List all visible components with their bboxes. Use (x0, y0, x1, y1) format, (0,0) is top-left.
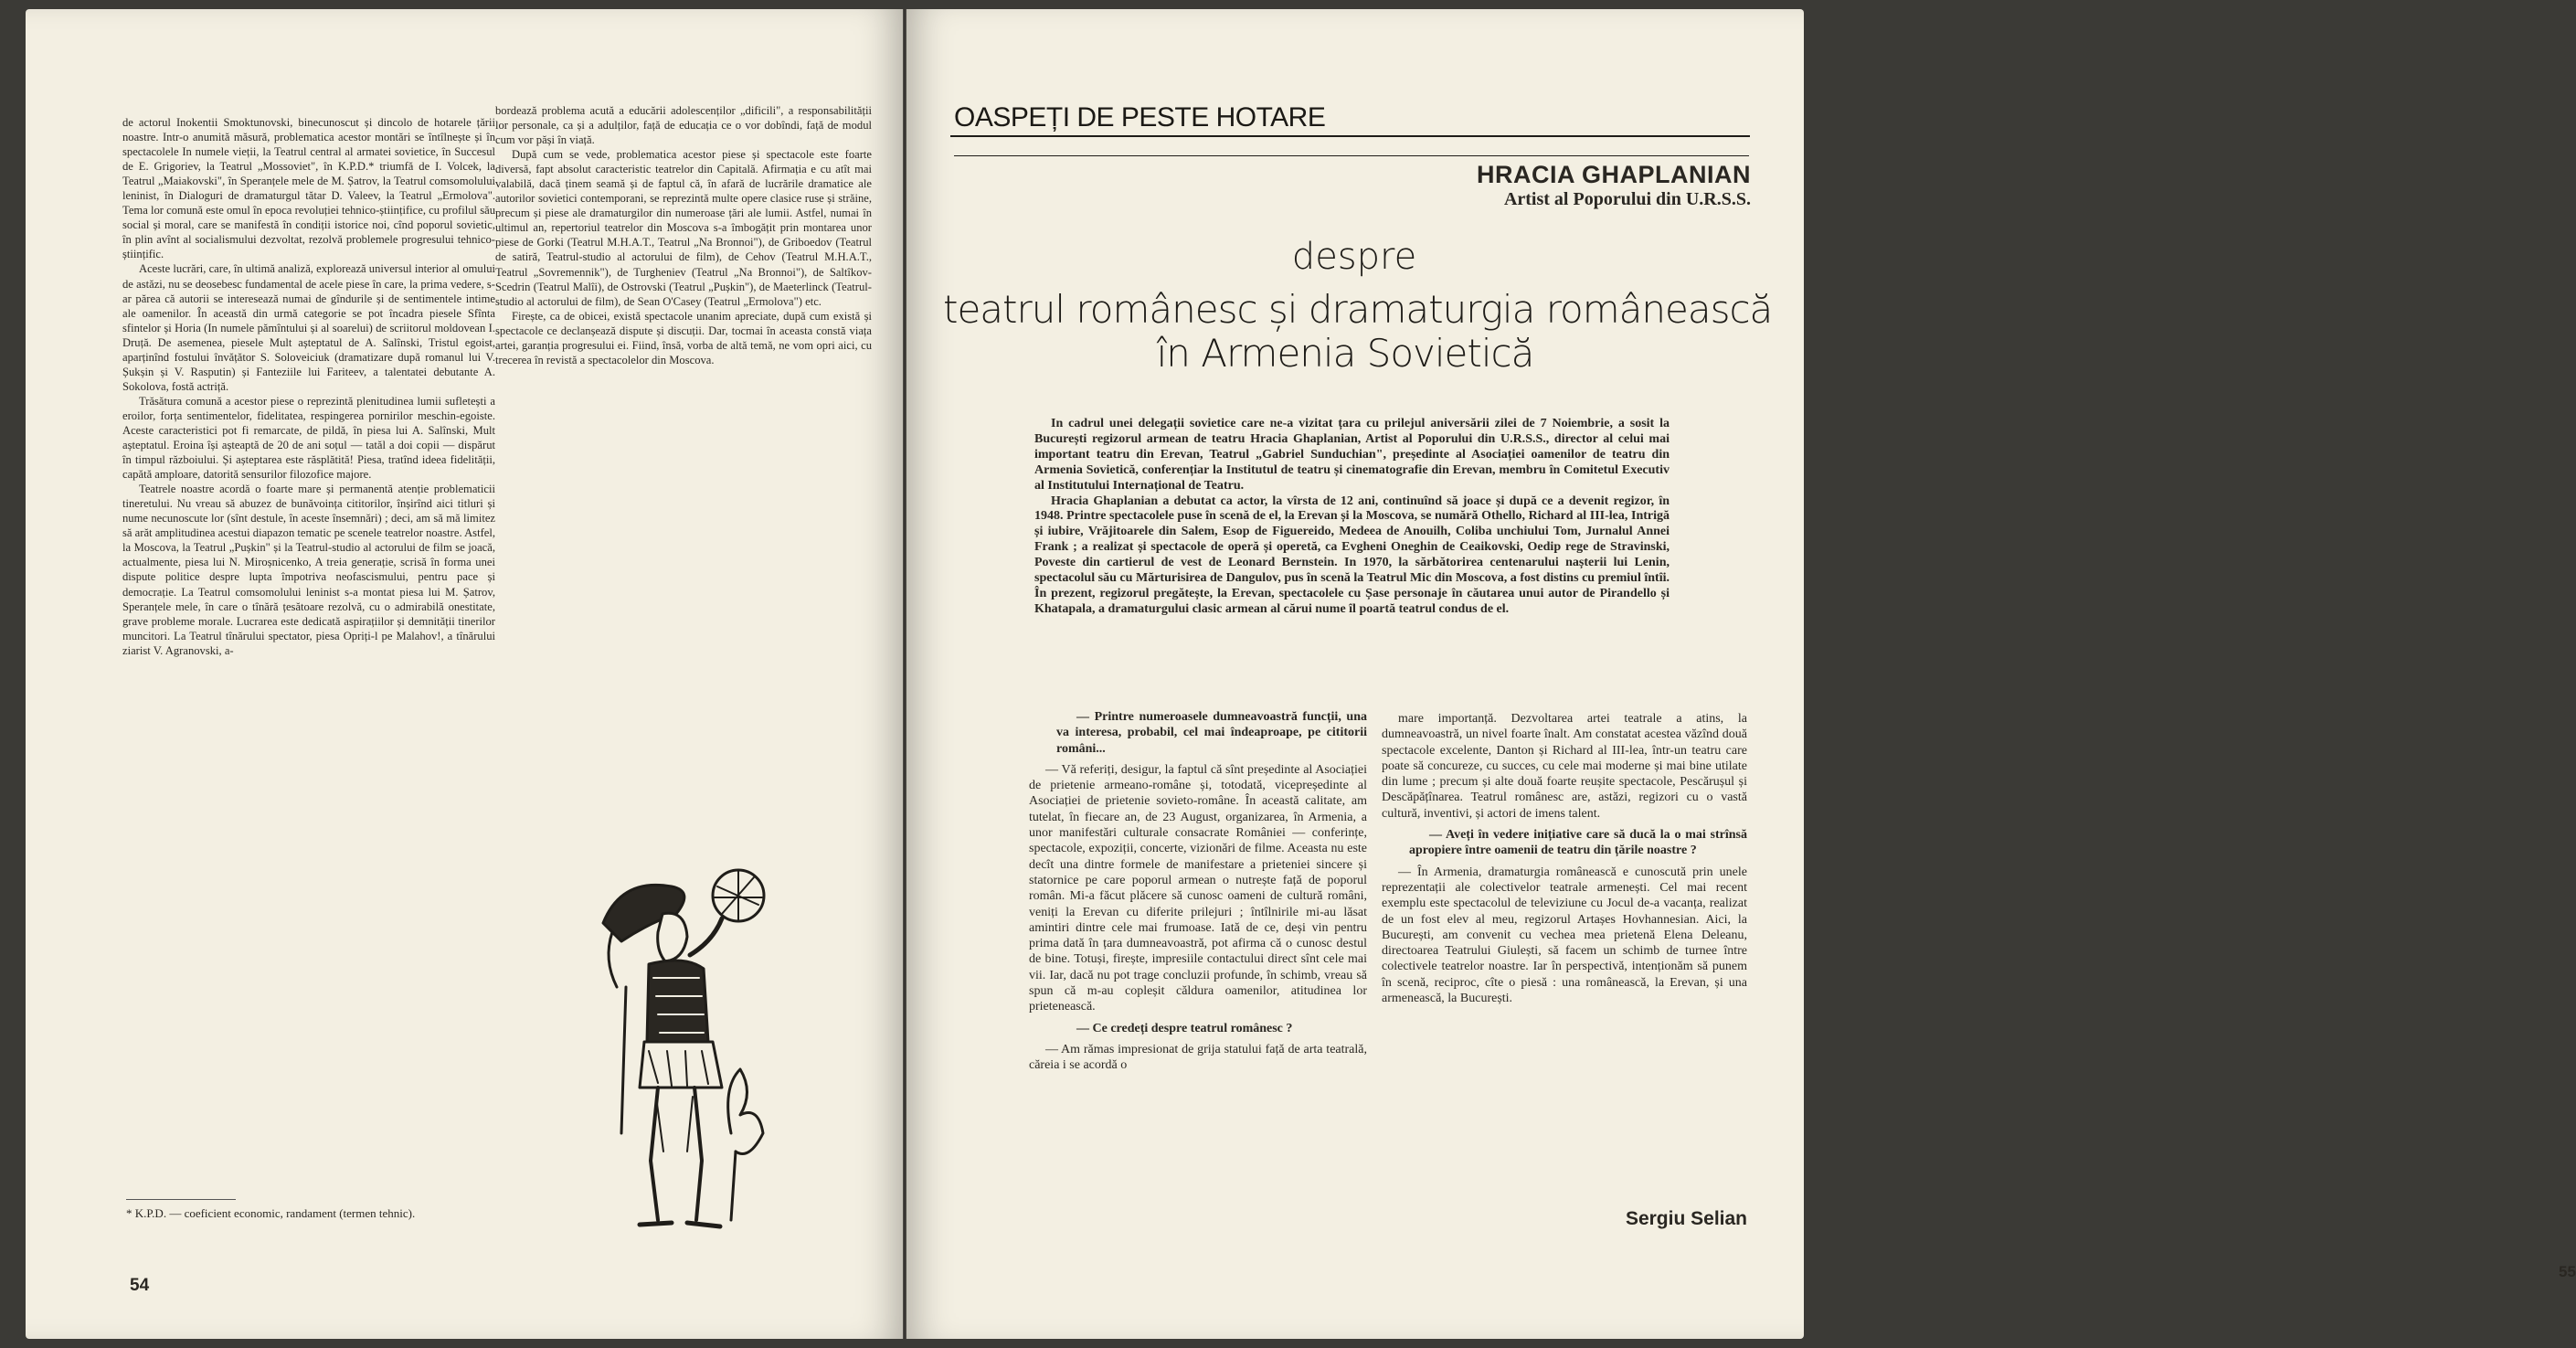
left-page (26, 9, 903, 1339)
paragraph: In cadrul unei delegații sovietice care ne-a vizitat țara cu prilejul aniversării zilei de 7 Noiembrie, a sosit la București regizorul armean de teatru Hracia Ghaplanian, Artist al Poporului din U.R.S.S., director al celui mai important teatru din Erevan, Teatrul „Gabriel Sunduchian", președinte al Asociației oamenilor de teatru din Armenia Sovietică, conferențiar la Institutul de teatru și cinematografie din Erevan, membru în Comitetul Executiv al Institutului Internațional de Teatru. (1034, 417, 1670, 493)
signature: Sergiu Selian (1625, 1208, 1747, 1229)
paragraph: Aceste lucrări, care, în ultimă analiză, explorează universul interior al omului de astăzi, nu se deosebesc fundamental de acele piese în care, la prima vedere, s-ar părea că autorii se interesează numai de gîndurile și de sentimentele intime ale oamenilor. În această din urmă categorie se pot încadra piesele Sfînta sfintelor și Horia (In numele pămîntului și al soarelui) de scriitorul moldovean I. Druță. De asemenea, piesele Mult așteptatul de A. Salînski, Tristul egoist, aparținînd fostului învățător S. Soloveiciuk (dramatizare după romanul lui V. Șukșin și V. Rasputin) și Fanteziile lui Fariteev, a talentatei debutante A. Sokolova, fostă actriță. (122, 262, 495, 393)
article-introduction (1034, 417, 1670, 618)
author-name: HRACIA GHAPLANIAN (1477, 161, 1751, 188)
section-rubric: OASPEȚI DE PESTE HOTARE (954, 102, 1326, 133)
paragraph: Hracia Ghaplanian a debutat ca actor, la vîrsta de 12 ani, continuînd să joace și după ce a devenit regizor, în 1948. Printre spectacolele puse în scenă de el, la Erevan și la Moscova, se numără Othello, Richard al III-lea, Intrigă și iubire, Vrăjitoarele din Salem, Esop de Figuereido, Medeea de Anouilh, Coliba unchiului Tom, Jurnalul Annei Frank ; a realizat și spectacole de operă și operetă, ca Evgheni Oneghin de Ceaikovski, Oedip rege de Stravinski, Poveste din cartierul de vest de Leonard Bernstein. In 1970, la sărbătorirea centenarului nașterii lui Lenin, spectacolul său cu Mărturisirea de Dangulov, pus în scenă la Teatrul Mic din Moscova, a fost distins cu premiul întîi. În prezent, regizorul pregătește, la Erevan, spectacolele cu Șase personaje în căutarea unui autor de Pirandello și Khatapala, a dramaturgului clasic armean al cărui nume îl poartă teatrul condus de el. (1034, 494, 1670, 616)
footnote: * K.P.D. — coeficient economic, randament (termen tehnic). (126, 1206, 416, 1220)
interview-answer: — Am rămas impresionat de grija statului față de arta teatrală, căreia i se acordă o (1029, 1042, 1367, 1073)
interview-answer: — Vă referiți, desigur, la faptul că sînt președinte al Asociației de prietenie armeano-române și, totodată, vicepreședinte al Asociației de prietenie sovieto-române. În această calitate, am tutelat, în fiecare an, de 23 August, organizarea, în Armenia, a unor manifestări culturale consacrate României — conferințe, spectacole, expoziții, concerte, vizionări de filme. Aceasta nu este decît una dintre formele de manifestare a prieteniei sincere și statornice pe care poporul armean o nutrește față de poporul român. Mi-a făcut plăcere să cunosc oameni de cultură români, veniți la Erevan cu diferite prilejuri ; întîlnirile mi-au lăsat amintiri dintre cele mai frumoase. Iată de ce, deși vin pentru prima dată în țara dumneavoastră, pot afirma că o cunosc destul de bine. Totuși, firește, impresiile contactului direct sînt cele mai vii. Iar, dacă nu pot trage concluzii profunde, în schimb, vreau să spun că m-au copleșit căldura oamenilor, atitudinea lor prietenească. (1029, 762, 1367, 1014)
page-number: 54 (130, 1276, 150, 1295)
interview-answer: mare importanță. Dezvoltarea artei teatrale a atins, la dumneavoastră, un nivel foarte înalt. Am constatat acestea văzînd două spectacole excelente, Danton și Richard al III-lea, într-un teatru care poate să concureze, cu succes, cu cele mai moderne și mai bine utilate din lume ; precum și alte două foarte reușite spectacole, Pescărușul și Descăpățînarea. Teatrul românesc are, astăzi, regizori cu o vastă cultură, inventivi, și actori de imens talent. (1382, 712, 1747, 821)
article-title-line-3: în Armenia Sovietică (1156, 331, 1534, 376)
paragraph: Trăsătura comună a acestor piese o reprezintă plenitudinea lumii sufletești a eroilor, forța sentimentelor, fidelitatea, respingerea pornirilor meschin-egoiste. Aceste caracteristici pot fi remarcate, de pildă, în piesa lui A. Salînski, Mult așteptatul. Eroina își așteaptă de 20 de ani soțul — tatăl a doi copii — dispărut în timpul războiului. Și așteptarea este răsplătită! Piesa, tratînd ideea fidelității, capătă amploare, datorită sensurilor filozofice majore. (122, 394, 495, 482)
paragraph: Teatrele noastre acordă o foarte mare și permanentă atenție problematicii tineretului. Nu vreau să abuzez de bunăvoința cititorilor, înșirînd aici titluri și nume necunoscute lor (sînt destule, în aceste însemnări) ; deci, am să mă limitez să arăt amplitudinea acestui diapazon tematic pe scenele teatrelor noastre. Astfel, la Moscova, la Teatrul „Pușkin" și la Teatrul-studio al actorului de film se joacă, actualmente, piesa lui N. Miroșnicenko, A treia generație, scrisă în forma unei dispute politice despre lupta împotriva neofascismului, pentru pace și democrație. La Teatrul comsomolului leninist s-a montat piesa lui M. Șatrov, Speranțele mele, în care o tînără țesătoare rezolvă, cu o admirabilă onestitate, grave probleme morale. Lucrarea este dedicată aspirațiilor și demnității tinerilor muncitori. La Teatrul tînărului spectator, piesa Opriți-l pe Malahov!, a tînărului ziarist V. Agranovski, a- (122, 483, 495, 657)
interview-question: — Aveți în vedere inițiative care să ducă la o mai strînsă apropiere între oamenii de teatru din țările noastre ? (1409, 828, 1747, 858)
interview-column-2 (1382, 711, 1747, 1006)
left-column-1 (122, 115, 495, 658)
footnote-divider (126, 1199, 236, 1200)
interview-question: — Printre numeroasele dumneavoastră funcții, una va interesa, probabil, cel mai îndeaproape, pe cititorii români... (1056, 710, 1367, 756)
paragraph: După cum se vede, problematica acestor piese și spectacole este foarte diversă, fapt absolut caracteristic teatrelor din Capitală. Afirmația e cu atît mai valabilă, dacă ținem seamă și de faptul că, în afară de lucrările dramatice ale autorilor sovietici contemporani, se reprezintă multe opere clasice ruse și străine, precum și piese ale dramaturgilor din numeroase țări ale lumii. Astfel, numai în ultimul an, repertoriul teatrelor din Moscova s-a îmbogățit prin montarea unor piese de Gorki (Teatrul M.H.A.T., Teatrul „Na Bronnoi"), de Griboedov (Teatrul de satiră, Teatrul-studio al actorului de film), de Cehov (Teatrul M.H.A.T., Teatrul „Sovremennik"), de Turgheniev (Teatrul „Na Bronnoi"), de Saltîkov-Scedrin (Teatrul Malîi), de Ostrovski (Teatrul „Pușkin"), de Maeterlinck (Teatrul-studio al actorului de film), de Sean O'Casey (Teatrul „Ermolova") etc. (495, 148, 872, 308)
article-title-line-2: teatrul românesc și dramaturgia românească (943, 287, 1773, 332)
interview-answer: — În Armenia, dramaturgia românească e cunoscută prin unele reprezentații ale colectivelor teatrale armenești. Cel mai recent exemplu este spectacolul de televiziune cu Jocul de-a vacanța, realizat de un fost elev al meu, regizorul Artașes Hovhannesian. Aici, la București, am convenit cu vechea mea prietenă Elena Deleanu, directoarea Teatrului Giulești, să facem un schimb de turnee între colectivele teatrelor noastre. Iar în perspectivă, intenționăm să punem în scenă, reciproc, cîte o piesă : una românească, la Erevan, și una armenească, la București. (1382, 865, 1747, 1006)
rubric-divider (950, 135, 1750, 137)
paragraph: Firește, ca de obicei, există spectacole unanim apreciate, după cum există și spectacole ce declanșează dispute și discuții. Dar, tocmai în aceasta constă viața artei, garanția progresului ei. Fiind, însă, vorba de altă temă, ne vom opri aici, cu trecerea în revistă a spectacolelor din Moscova. (495, 309, 872, 366)
article-title-line-1: despre (1291, 236, 1417, 278)
author-title: Artist al Poporului din U.R.S.S. (1503, 189, 1751, 209)
paragraph: bordează problema acută a educării adolescenților „dificili", a responsabilității lor personale, ca și a adulților, față de educația ce o vor dobîndi, față de modul cum vor păși în viață. (495, 104, 872, 147)
right-page (906, 9, 2576, 1339)
woodcut-figure-illustration (585, 859, 777, 1243)
interview-column-1 (1029, 704, 1367, 1074)
interview-question: — Ce credeți despre teatrul românesc ? (1076, 1021, 1293, 1035)
paragraph: de actorul Inokentii Smoktunovski, binecunoscut și dincolo de hotarele țării noastre. Intr-o anumită măsură, problematica acestor montări se întîlnește și în spectacolele In numele vieții, la Teatrul central al armatei sovietice, în Succesul de E. Grigoriev, la Teatrul „Mossoviet", în K.P.D.* triumfă de I. Volcek, la Teatrul „Maiakovski", în Speranțele mele de M. Șatrov, la Teatrul comsomolului leninist, în Dialoguri de dramaturgul tătar D. Valeev, la Teatrul „Ermolova". Tema lor comună este omul în epoca revoluției tehnico-științifice, cu profilul său social și moral, care se manifestă în condiții istorice noi, cînd poporul sovietic, în plin avînt al socialismului dezvoltat, rezolvă problemele progresului tehnico-științific. (122, 116, 495, 261)
page-number: 55 (2559, 1263, 2576, 1280)
left-column-2 (495, 103, 872, 367)
rubric-divider (954, 155, 1749, 156)
